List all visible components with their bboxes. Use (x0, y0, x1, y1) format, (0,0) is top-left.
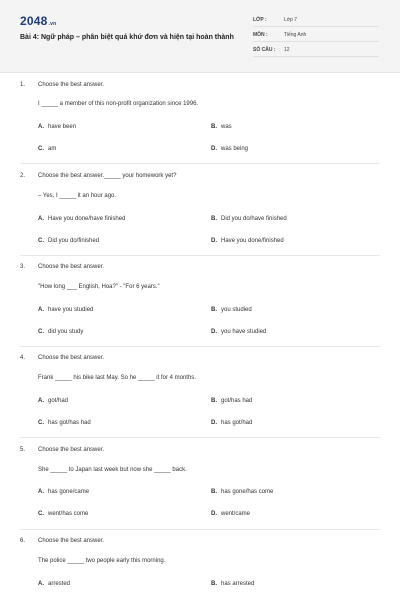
question-1-option-b[interactable]: B. was (211, 124, 232, 130)
question-4-prompt: Choose the best answer. (38, 355, 105, 361)
question-3-option-c[interactable]: C. did you study (38, 329, 84, 335)
question-3-prompt: Choose the best answer. (38, 264, 105, 270)
question-1-option-a[interactable]: A. have been (38, 124, 77, 130)
worksheet-header (0, 0, 400, 73)
logo-main: 2048 (20, 14, 48, 28)
question-2-number: 2. (20, 173, 26, 179)
question-2-prompt: Choose the best answer._____ your homework yet? (38, 173, 177, 179)
question-5-option-a[interactable]: A. has gone/came (38, 489, 90, 495)
question-2-stem: – Yes, I _____ it an hour ago. (38, 193, 117, 199)
question-2-option-a[interactable]: A. Have you done/have finished (38, 216, 126, 222)
site-logo[interactable] (20, 14, 56, 28)
question-4-stem: Frank _____ his bike last May. So he _____ it for 4 months. (38, 375, 196, 381)
question-3-number: 3. (20, 264, 26, 270)
meta-subject-label: MÔN : (253, 32, 268, 38)
question-2-option-d[interactable]: D. Have you done/finished (211, 238, 284, 244)
question-4-option-c[interactable]: C. has got/has had (38, 420, 91, 426)
question-6-option-b[interactable]: B. has arrested (211, 581, 255, 587)
question-divider (20, 346, 380, 347)
question-2-option-c[interactable]: C. Did you do/finished (38, 238, 100, 244)
question-4-option-b[interactable]: B. got/has had (211, 398, 253, 404)
question-5-option-d[interactable]: D. went/came (211, 511, 251, 517)
question-2-option-b[interactable]: B. Did you do/have finished (211, 216, 287, 222)
question-1-stem: I _____ a member of this non-profit organization since 1996. (38, 101, 199, 107)
question-4-option-d[interactable]: D. has got/had (211, 420, 253, 426)
question-6-number: 6. (20, 538, 26, 544)
question-5-prompt: Choose the best answer. (38, 447, 105, 453)
question-5-option-b[interactable]: B. has gone/has come (211, 489, 274, 495)
question-5-option-c[interactable]: C. went/has come (38, 511, 89, 517)
question-1-prompt: Choose the best answer. (38, 82, 105, 88)
meta-count-label: SỐ CÂU : (253, 47, 276, 53)
question-1-option-d[interactable]: D. was being (211, 146, 249, 152)
question-3-option-b[interactable]: B. you studied (211, 307, 252, 313)
meta-class-value: Lớp 7 (284, 17, 298, 23)
meta-class-label: LỚP : (253, 17, 267, 23)
logo-tld: .vn (48, 21, 57, 27)
question-3-option-a[interactable]: A. have you studied (38, 307, 94, 313)
question-1-option-c[interactable]: C. am (38, 146, 57, 152)
lesson-title: Bài 4: Ngữ pháp – phân biệt quá khứ đơn và hiện tại hoàn thành (20, 34, 234, 41)
meta-count-value: 12 (284, 47, 290, 53)
question-6-stem: The police _____ two people early this morning. (38, 558, 166, 564)
meta-subject-value: Tiếng Anh (284, 32, 307, 38)
question-1-number: 1. (20, 82, 26, 88)
question-6-prompt: Choose the best answer. (38, 538, 105, 544)
question-4-number: 4. (20, 355, 26, 361)
question-3-option-d[interactable]: D. you have studied (211, 329, 267, 335)
meta-subject (253, 30, 379, 42)
question-5-number: 5. (20, 447, 26, 453)
question-4-option-a[interactable]: A. got/had (38, 398, 69, 404)
question-divider (20, 437, 380, 438)
question-divider (20, 255, 380, 256)
question-divider (20, 163, 380, 164)
question-3-stem: "How long ___ English, Hoa?" - "For 6 years." (38, 284, 160, 290)
question-5-stem: She _____ to Japan last week but now she _____ back. (38, 467, 187, 473)
question-6-option-a[interactable]: A. arrested (38, 581, 71, 587)
meta-class (253, 15, 379, 27)
meta-count (253, 45, 379, 57)
question-divider (20, 529, 380, 530)
